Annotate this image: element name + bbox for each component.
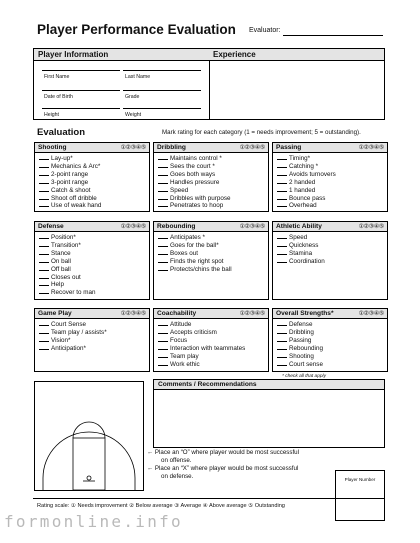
checklist-item[interactable] bbox=[277, 353, 383, 361]
checkbox-blank[interactable] bbox=[158, 321, 168, 326]
category-athletic-ability bbox=[272, 221, 388, 300]
checkbox-blank[interactable] bbox=[158, 258, 168, 263]
item-label: Goes both ways bbox=[170, 170, 216, 178]
checkbox-blank[interactable] bbox=[39, 171, 49, 176]
evaluation-heading: Evaluation bbox=[37, 127, 86, 138]
checklist-item[interactable] bbox=[39, 337, 145, 345]
checkbox-blank[interactable] bbox=[39, 289, 49, 294]
category-shooting bbox=[34, 142, 150, 212]
item-label: Goes for the ball* bbox=[170, 241, 219, 249]
item-label: Work ethic bbox=[170, 360, 200, 368]
checkbox-blank[interactable] bbox=[277, 337, 287, 342]
checklist-item[interactable] bbox=[39, 250, 145, 258]
category-game-play bbox=[34, 308, 150, 372]
item-label: Mechanics & Arc* bbox=[51, 162, 101, 170]
checklist-item[interactable] bbox=[39, 202, 145, 210]
checkbox-blank[interactable] bbox=[39, 337, 49, 342]
checkbox-blank[interactable] bbox=[158, 250, 168, 255]
item-label: 2-point range bbox=[51, 170, 89, 178]
checklist-item[interactable] bbox=[277, 345, 383, 353]
checkbox-blank[interactable] bbox=[277, 329, 287, 334]
checklist-item[interactable] bbox=[277, 187, 383, 195]
checklist bbox=[273, 153, 387, 212]
item-label: Rebounding bbox=[289, 344, 323, 352]
item-label: Avoids turnovers bbox=[289, 170, 336, 178]
checkbox-blank[interactable] bbox=[39, 266, 49, 271]
rating-circles[interactable]: ①②③④⑤ bbox=[358, 145, 384, 151]
checklist-item[interactable] bbox=[158, 202, 264, 210]
item-label: Penetrates to hoop bbox=[170, 202, 224, 210]
watermark: formonline.info bbox=[4, 512, 183, 531]
checkbox-blank[interactable] bbox=[158, 179, 168, 184]
checkbox-blank[interactable] bbox=[39, 195, 49, 200]
checklist-item[interactable] bbox=[158, 155, 264, 163]
item-label: 3-point range bbox=[51, 178, 89, 186]
height-field[interactable] bbox=[42, 108, 120, 109]
rating-circles[interactable]: ①②③④⑤ bbox=[239, 224, 265, 230]
item-label: Quickness bbox=[289, 241, 319, 249]
checkbox-blank[interactable] bbox=[39, 281, 49, 286]
category-name: Shooting bbox=[38, 144, 67, 151]
weight-label: Weight bbox=[125, 112, 142, 118]
item-label: 2 handed bbox=[289, 178, 316, 186]
checklist bbox=[154, 319, 268, 370]
item-label: Interaction with teammates bbox=[170, 344, 246, 352]
item-label: Position* bbox=[51, 234, 76, 241]
checkbox-blank[interactable] bbox=[277, 345, 287, 350]
checklist-item[interactable] bbox=[39, 234, 145, 242]
item-label: Court Sense bbox=[51, 321, 87, 328]
item-label: Use of weak hand bbox=[51, 202, 102, 210]
category-rebounding bbox=[153, 221, 269, 300]
category-name: Coachability bbox=[157, 310, 197, 317]
checklist bbox=[154, 153, 268, 212]
checklist-item[interactable] bbox=[39, 163, 145, 171]
category-coachability bbox=[153, 308, 269, 372]
category-name: Game Play bbox=[38, 310, 72, 317]
item-label: Speed bbox=[289, 234, 308, 241]
checkbox-blank[interactable] bbox=[277, 250, 287, 255]
checkbox-blank[interactable] bbox=[277, 155, 287, 160]
checklist bbox=[35, 319, 149, 355]
checkbox-blank[interactable] bbox=[277, 258, 287, 263]
defense-instruction-cont: on defense. bbox=[161, 473, 194, 480]
checklist-item[interactable] bbox=[39, 289, 145, 297]
checklist-item[interactable] bbox=[277, 171, 383, 179]
category-passing bbox=[272, 142, 388, 212]
court-diagram[interactable] bbox=[34, 381, 144, 491]
category-name: Rebounding bbox=[157, 223, 196, 230]
check-all-note: * check all that apply bbox=[282, 374, 326, 379]
checkbox-blank[interactable] bbox=[277, 321, 287, 326]
checklist-item[interactable] bbox=[158, 266, 264, 274]
checkbox-blank[interactable] bbox=[277, 234, 287, 239]
offense-instruction-cont: on offense. bbox=[161, 457, 192, 464]
checkbox-blank[interactable] bbox=[277, 195, 287, 200]
offense-instruction: ← Place an “O” where player would be most successful bbox=[147, 449, 300, 456]
item-label: Anticipates * bbox=[170, 234, 206, 241]
checkbox-blank[interactable] bbox=[158, 337, 168, 342]
checklist-item[interactable] bbox=[158, 353, 264, 361]
dob-label: Date of Birth bbox=[44, 94, 73, 100]
checklist-item[interactable] bbox=[277, 179, 383, 187]
checklist-item[interactable] bbox=[277, 258, 383, 266]
checkbox-blank[interactable] bbox=[277, 353, 287, 358]
checkbox-blank[interactable] bbox=[39, 274, 49, 279]
checkbox-blank[interactable] bbox=[39, 187, 49, 192]
last-name-label: Last Name bbox=[125, 74, 151, 80]
checklist-item[interactable] bbox=[277, 329, 383, 337]
checkbox-blank[interactable] bbox=[158, 329, 168, 334]
checklist-item[interactable] bbox=[277, 234, 383, 242]
checkbox-blank[interactable] bbox=[158, 202, 168, 207]
checklist-item[interactable] bbox=[277, 242, 383, 250]
checkbox-blank[interactable] bbox=[277, 242, 287, 247]
item-label: Focus bbox=[170, 336, 188, 344]
rating-circles[interactable]: ①②③④⑤ bbox=[358, 224, 384, 230]
grade-field[interactable] bbox=[123, 90, 201, 91]
checklist-item[interactable] bbox=[39, 345, 145, 353]
checkbox-blank[interactable] bbox=[39, 155, 49, 160]
item-label: Team play bbox=[170, 352, 199, 360]
checklist-item[interactable] bbox=[277, 361, 383, 369]
checklist-item[interactable] bbox=[39, 171, 145, 179]
rating-circles[interactable]: ①②③④⑤ bbox=[120, 224, 146, 230]
rating-circles[interactable]: ①②③④⑤ bbox=[239, 145, 265, 151]
checkbox-blank[interactable] bbox=[158, 266, 168, 271]
checkbox-blank[interactable] bbox=[277, 202, 287, 207]
defense-instruction: ← Place an “X” where player would be most successful bbox=[147, 465, 299, 472]
item-label: Dribbling bbox=[289, 328, 314, 336]
item-label: Shoot off dribble bbox=[51, 194, 97, 202]
checklist-item[interactable] bbox=[158, 179, 264, 187]
category-name: Defense bbox=[38, 223, 64, 230]
checkbox-blank[interactable] bbox=[39, 250, 49, 255]
checkbox-blank[interactable] bbox=[277, 361, 287, 366]
checklist-item[interactable] bbox=[39, 266, 145, 274]
category-dribbling bbox=[153, 142, 269, 212]
player-number-label: Player Number bbox=[344, 477, 376, 482]
category-name: Dribbling bbox=[157, 144, 186, 151]
item-label: Finds the right spot bbox=[170, 257, 224, 265]
item-label: Lay-up* bbox=[51, 155, 73, 162]
hoop bbox=[87, 476, 91, 480]
checklist-item[interactable] bbox=[39, 155, 145, 163]
comments-heading: Comments / Recommendations bbox=[154, 380, 384, 390]
experience-heading: Experience bbox=[209, 49, 384, 61]
checklist-item[interactable] bbox=[39, 329, 145, 337]
checklist-item[interactable] bbox=[39, 195, 145, 203]
checklist-item[interactable] bbox=[277, 163, 383, 171]
item-label: Attitude bbox=[170, 321, 192, 328]
checklist-item[interactable] bbox=[39, 258, 145, 266]
dob-field[interactable] bbox=[42, 90, 120, 91]
checkbox-blank[interactable] bbox=[158, 345, 168, 350]
item-label: Dribbles with purpose bbox=[170, 194, 231, 202]
first-name-label: First Name bbox=[44, 74, 70, 80]
item-label: Stance bbox=[51, 249, 71, 257]
item-label: Boxes out bbox=[170, 249, 199, 257]
checklist-item[interactable] bbox=[158, 345, 264, 353]
checkbox-blank[interactable] bbox=[39, 345, 49, 350]
checkbox-blank[interactable] bbox=[39, 179, 49, 184]
checklist bbox=[273, 232, 387, 268]
checklist bbox=[154, 232, 268, 276]
player-info-heading: Player Information bbox=[34, 49, 209, 61]
item-label: Coordination bbox=[289, 257, 325, 265]
checkbox-blank[interactable] bbox=[39, 321, 49, 326]
checklist-item[interactable] bbox=[158, 234, 264, 242]
checkbox-blank[interactable] bbox=[39, 329, 49, 334]
checkbox-blank[interactable] bbox=[39, 242, 49, 247]
item-label: Stamina bbox=[289, 249, 313, 257]
item-label: Catch & shoot bbox=[51, 186, 91, 194]
checklist-item[interactable] bbox=[158, 171, 264, 179]
checklist-item[interactable] bbox=[158, 195, 264, 203]
checkbox-blank[interactable] bbox=[277, 163, 287, 168]
checkbox-blank[interactable] bbox=[158, 234, 168, 239]
item-label: Defense bbox=[289, 321, 313, 328]
checkbox-blank[interactable] bbox=[39, 258, 49, 263]
category-name: Passing bbox=[276, 144, 302, 151]
checkbox-blank[interactable] bbox=[158, 195, 168, 200]
item-label: Maintains control * bbox=[170, 155, 222, 162]
category-name: Athletic Ability bbox=[276, 223, 322, 230]
evaluator-label: Evaluator: bbox=[249, 27, 281, 34]
checklist-item[interactable] bbox=[158, 187, 264, 195]
checkbox-blank[interactable] bbox=[277, 179, 287, 184]
item-label: Team play / assists* bbox=[51, 328, 107, 336]
item-label: Recover to man bbox=[51, 289, 96, 297]
checklist-item[interactable] bbox=[39, 179, 145, 187]
form-title: Player Performance Evaluation bbox=[37, 22, 236, 37]
item-label: Sees the court * bbox=[170, 162, 215, 170]
checkbox-blank[interactable] bbox=[39, 202, 49, 207]
last-name-field[interactable] bbox=[123, 70, 201, 71]
free-throw-circle bbox=[73, 422, 105, 438]
footer-divider bbox=[33, 498, 385, 499]
item-label: Vision* bbox=[51, 336, 71, 344]
checklist-item[interactable] bbox=[277, 202, 383, 210]
checklist-item[interactable] bbox=[39, 274, 145, 282]
checkbox-blank[interactable] bbox=[277, 187, 287, 192]
item-label: Handles pressure bbox=[170, 178, 220, 186]
rating-scale-legend: Rating scale: ① Needs improvement ② Below average ③ Average ④ Above average ⑤ Outstanding bbox=[37, 503, 285, 509]
evaluator-field[interactable] bbox=[283, 35, 383, 36]
checklist-item[interactable] bbox=[158, 329, 264, 337]
checklist-item[interactable] bbox=[158, 163, 264, 171]
item-label: Anticipation* bbox=[51, 344, 87, 352]
half-court-drawing bbox=[35, 382, 143, 490]
first-name-field[interactable] bbox=[42, 70, 120, 71]
checkbox-blank[interactable] bbox=[158, 361, 168, 366]
item-label: Timing* bbox=[289, 155, 311, 162]
checkbox-blank[interactable] bbox=[158, 187, 168, 192]
checkbox-blank[interactable] bbox=[39, 163, 49, 168]
checklist bbox=[273, 319, 387, 370]
item-label: Catching * bbox=[289, 162, 319, 170]
checklist-item[interactable] bbox=[158, 361, 264, 369]
rating-circles[interactable]: ①②③④⑤ bbox=[239, 311, 265, 317]
comments-box[interactable] bbox=[153, 379, 385, 448]
checklist-item[interactable] bbox=[39, 321, 145, 329]
item-label: Accepts criticism bbox=[170, 328, 217, 336]
item-label: Speed bbox=[170, 186, 189, 194]
item-label: Passing bbox=[289, 336, 312, 344]
checklist-item[interactable] bbox=[277, 337, 383, 345]
category-overall-strengths bbox=[272, 308, 388, 372]
checklist-item[interactable] bbox=[39, 281, 145, 289]
checklist-item[interactable] bbox=[277, 195, 383, 203]
category-name: Overall Strengths* bbox=[276, 310, 334, 317]
item-label: Bounce pass bbox=[289, 194, 326, 202]
item-label: Help bbox=[51, 281, 64, 289]
item-label: Protects/chins the ball bbox=[170, 265, 232, 273]
checklist-item[interactable] bbox=[39, 187, 145, 195]
item-label: Shooting bbox=[289, 352, 314, 360]
checklist bbox=[35, 232, 149, 299]
item-label: Closes out bbox=[51, 273, 81, 281]
item-label: Court sense bbox=[289, 360, 323, 368]
checklist bbox=[35, 153, 149, 212]
checklist-item[interactable] bbox=[158, 258, 264, 266]
checkbox-blank[interactable] bbox=[277, 171, 287, 176]
checkbox-blank[interactable] bbox=[158, 353, 168, 358]
checklist-item[interactable] bbox=[277, 155, 383, 163]
rating-circles[interactable]: ①②③④⑤ bbox=[120, 311, 146, 317]
evaluation-note: Mark rating for each category (1 = needs improvement; 5 = outstanding). bbox=[162, 129, 361, 136]
checkbox-blank[interactable] bbox=[158, 171, 168, 176]
item-label: 1 handed bbox=[289, 186, 316, 194]
category-defense bbox=[34, 221, 150, 300]
free-throw-lane bbox=[73, 438, 105, 490]
checklist-item[interactable] bbox=[39, 242, 145, 250]
checklist-item[interactable] bbox=[277, 321, 383, 329]
checkbox-blank[interactable] bbox=[39, 234, 49, 239]
rating-circles[interactable]: ①②③④⑤ bbox=[120, 145, 146, 151]
player-info-section bbox=[33, 48, 385, 120]
checklist-item[interactable] bbox=[277, 250, 383, 258]
height-label: Height bbox=[44, 112, 59, 118]
checkbox-blank[interactable] bbox=[158, 242, 168, 247]
checklist-item[interactable] bbox=[158, 242, 264, 250]
player-number-box[interactable] bbox=[335, 470, 385, 521]
checklist-item[interactable] bbox=[158, 250, 264, 258]
item-label: Transition* bbox=[51, 241, 81, 249]
checklist-item[interactable] bbox=[158, 321, 264, 329]
checkbox-blank[interactable] bbox=[158, 155, 168, 160]
item-label: Off ball bbox=[51, 265, 71, 273]
item-label: Overhead bbox=[289, 202, 317, 210]
item-label: On ball bbox=[51, 257, 71, 265]
weight-field[interactable] bbox=[123, 108, 201, 109]
checklist-item[interactable] bbox=[158, 337, 264, 345]
checkbox-blank[interactable] bbox=[158, 163, 168, 168]
grade-label: Grade bbox=[125, 94, 140, 100]
rating-circles[interactable]: ①②③④⑤ bbox=[358, 311, 384, 317]
